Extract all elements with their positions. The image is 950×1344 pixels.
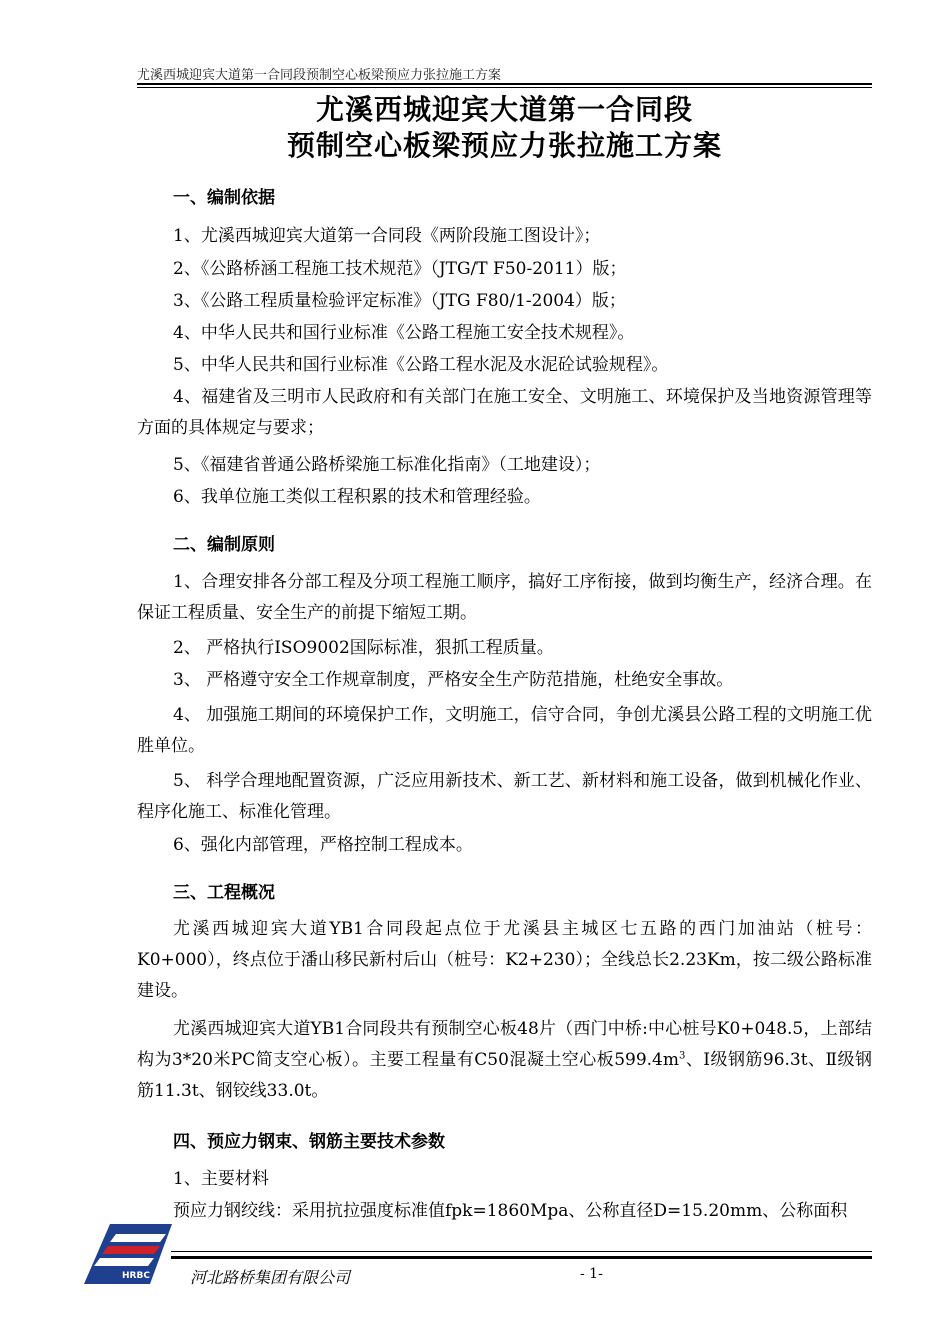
- logo-text: HRBC: [122, 1271, 150, 1281]
- document-title-line1: 尤溪西城迎宾大道第一合同段: [315, 93, 693, 126]
- paragraph: 5、《福建省普通公路桥梁施工标准化指南》（工地建设）；: [173, 455, 601, 475]
- paragraph: 3、《公路工程质量检验评定标准》（JTG F80/1-2004）版；: [173, 291, 626, 311]
- header-rule: [137, 83, 872, 85]
- paragraph: 6、我单位施工类似工程积累的技术和管理经验。: [173, 487, 541, 507]
- company-logo: [80, 1220, 175, 1288]
- document-title-line2: 预制空心板梁预应力张拉施工方案: [286, 129, 722, 162]
- paragraph: 4、中华人民共和国行业标准《公路工程施工安全技术规程》。: [173, 323, 635, 343]
- running-header: 尤溪西城迎宾大道第一合同段预制空心板梁预应力张拉施工方案: [137, 68, 502, 83]
- paragraph-text: 、Ⅰ级钢筋96.3t、Ⅱ级钢筋11.3t、钢铰线33.0t。: [137, 1050, 872, 1101]
- page-number: - 1-: [580, 1266, 603, 1282]
- section-heading: 三、工程概况: [173, 883, 275, 903]
- footer-rule-thin: [171, 1251, 872, 1252]
- paragraph: 2、 严格执行ISO9002国际标准，狠抓工程质量。: [173, 638, 554, 658]
- paragraph: 6、强化内部管理，严格控制工程成本。: [173, 835, 473, 855]
- paragraph: 1、合理安排各分部工程及分项工程施工顺序，搞好工序衔接，做到均衡生产，经济合理。在保证工程质量、安全生产的前提下缩短工期。: [137, 572, 872, 623]
- paragraph: 尤溪西城迎宾大道YB1合同段起点位于尤溪县主城区七五路的西门加油站（桩号：K0+000），终点位于潘山移民新村后山（桩号：K2+230）；全线总长2.23Km，按二级公路标准建设。: [137, 919, 872, 1001]
- company-name: 河北路桥集团有限公司: [190, 1268, 351, 1287]
- section-heading: 二、编制原则: [173, 535, 275, 555]
- paragraph: 1、主要材料: [173, 1169, 269, 1189]
- section-heading: 一、编制依据: [173, 188, 275, 208]
- paragraph: 2、《公路桥涵工程施工技术规范》（JTG/T F50-2011）版；: [173, 259, 627, 279]
- paragraph: 3、 严格遵守安全工作规章制度，严格安全生产防范措施，杜绝安全事故。: [173, 670, 734, 690]
- paragraph: 5、 科学合理地配置资源，广泛应用新技术、新工艺、新材料和施工设备，做到机械化作业、程序化施工、标准化管理。: [137, 771, 872, 822]
- paragraph: 4、福建省及三明市人民政府和有关部门在施工安全、文明施工、环境保护及当地资源管理等方面的具体规定与要求；: [137, 387, 872, 438]
- paragraph: 5、中华人民共和国行业标准《公路工程水泥及水泥砼试验规程》。: [173, 355, 669, 375]
- section-heading: 四、预应力钢束、钢筋主要技术参数: [173, 1132, 445, 1152]
- paragraph: 1、尤溪西城迎宾大道第一合同段《两阶段施工图设计》；: [173, 226, 601, 246]
- paragraph: 4、 加强施工期间的环境保护工作，文明施工，信守合同，争创尤溪县公路工程的文明施工优胜单位。: [137, 705, 872, 756]
- footer-rule: [171, 1256, 872, 1259]
- superscript: 3: [679, 1050, 686, 1062]
- paragraph-text: 尤溪西城迎宾大道YB1合同段共有预制空心板48片（西门中桥:中心桩号K0+048.5，上部结构为3*20米PC简支空心板）。主要工程量有C50混凝土空心板599.4m: [137, 1019, 872, 1070]
- paragraph: 预应力钢绞线：采用抗拉强度标准值fpk=1860Mpa、公称直径D=15.20mm、公称面积: [173, 1201, 848, 1221]
- paragraph: [137, 1014, 872, 1107]
